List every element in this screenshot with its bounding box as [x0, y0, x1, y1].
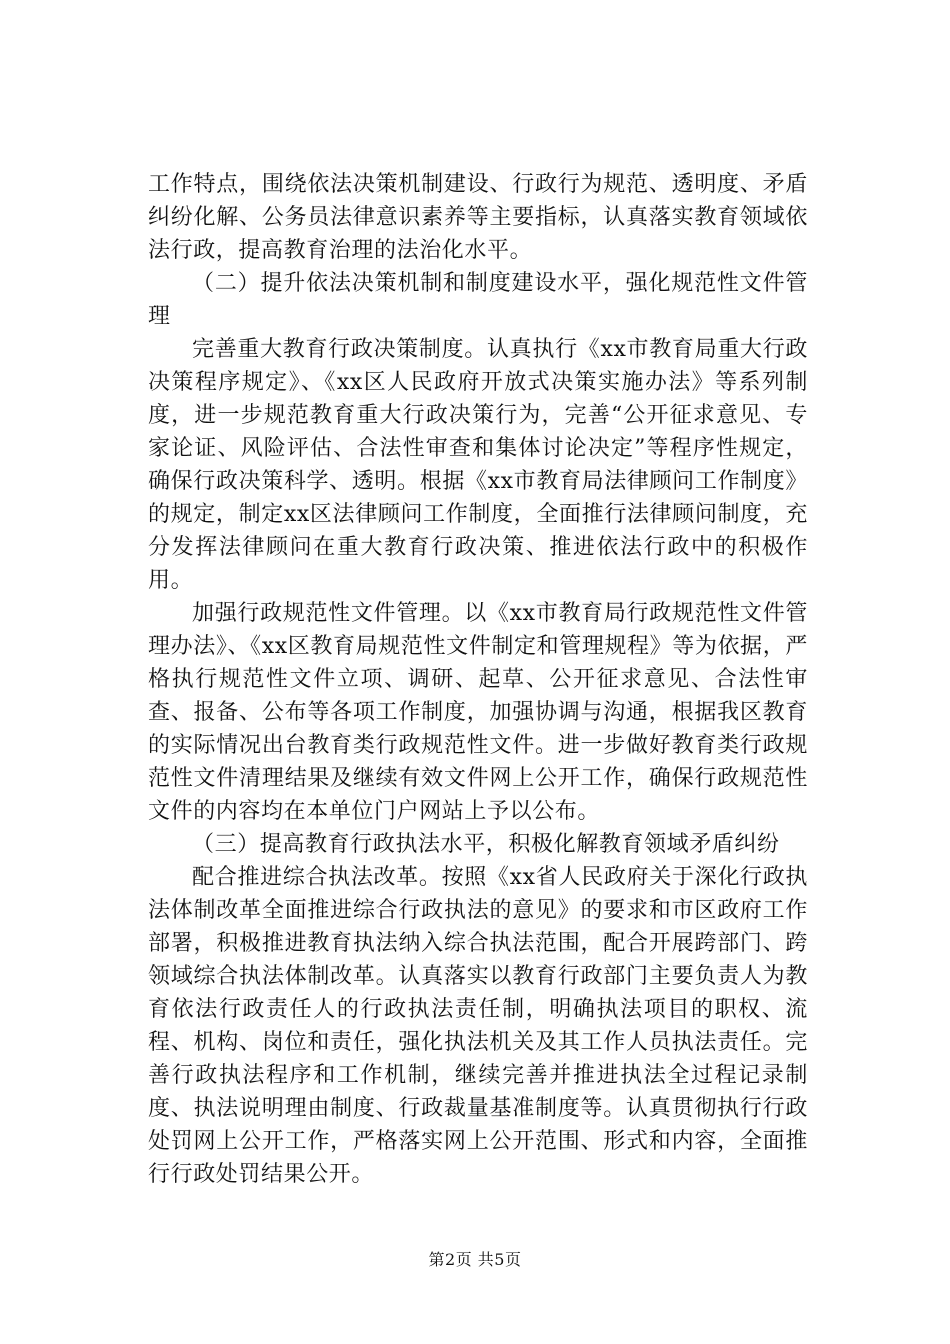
body-paragraph-decision-system: 完善重大教育行政决策制度。认真执行《xx市教育局重大行政决策程序规定》、《xx区人民政府开放式决策实施办法》等系列制度，进一步规范教育重大行政决策行为，完善“公开征求意见、专家论证、风险评估、合法性审查和集体讨论决定”等程序性规定，确保行政决策科学、透明。根据《xx市教育局法律顾问工作制度》的规定，制定xx区法律顾问工作制度，全面推行法律顾问制度，充分发挥法律顾问在重大教育行政决策、推进依法行政中的积极作用。 — [148, 337, 808, 593]
page-number-footer: 第2页 共5页 — [428, 1250, 522, 1269]
body-paragraph-continuation: 工作特点，围绕依法决策机制建设、行政行为规范、透明度、矛盾纠纷化解、公务员法律意识素养等主要指标，认真落实教育领域依法行政，提高教育治理的法治化水平。 — [148, 172, 808, 263]
section-heading-3: （三）提高教育行政执法水平，积极化解教育领域矛盾纠纷 — [192, 832, 780, 857]
body-paragraph-normative-documents: 加强行政规范性文件管理。以《xx市教育局行政规范性文件管理办法》、《xx区教育局规范性文件制定和管理规程》等为依据，严格执行规范性文件立项、调研、起草、公开征求意见、合法性审查、报备、公布等各项工作制度，加强协调与沟通，根据我区教育的实际情况出台教育类行政规范性文件。进一步做好教育类行政规范性文件清理结果及继续有效文件网上公开工作，确保行政规范性文件的内容均在本单位门户网站上予以公布。 — [148, 601, 808, 824]
document-body — [148, 168, 808, 1191]
body-paragraph-law-enforcement: 配合推进综合执法改革。按照《xx省人民政府关于深化行政执法体制改革全面推进综合行政执法的意见》的要求和市区政府工作部署，积极推进教育执法纳入综合执法范围，配合开展跨部门、跨领域综合执法体制改革。认真落实以教育行政部门主要负责人为教育依法行政责任人的行政执法责任制，明确执法项目的职权、流程、机构、岗位和责任，强化执法机关及其工作人员执法责任。完善行政执法程序和工作机制，继续完善并推进执法全过程记录制度、执法说明理由制度、行政裁量基准制度等。认真贯彻执行行政处罚网上公开工作，严格落实网上公开范围、形式和内容，全面推行行政处罚结果公开。 — [148, 865, 808, 1187]
section-heading-2: （二）提升依法决策机制和制度建设水平，强化规范性文件管理 — [148, 271, 808, 329]
